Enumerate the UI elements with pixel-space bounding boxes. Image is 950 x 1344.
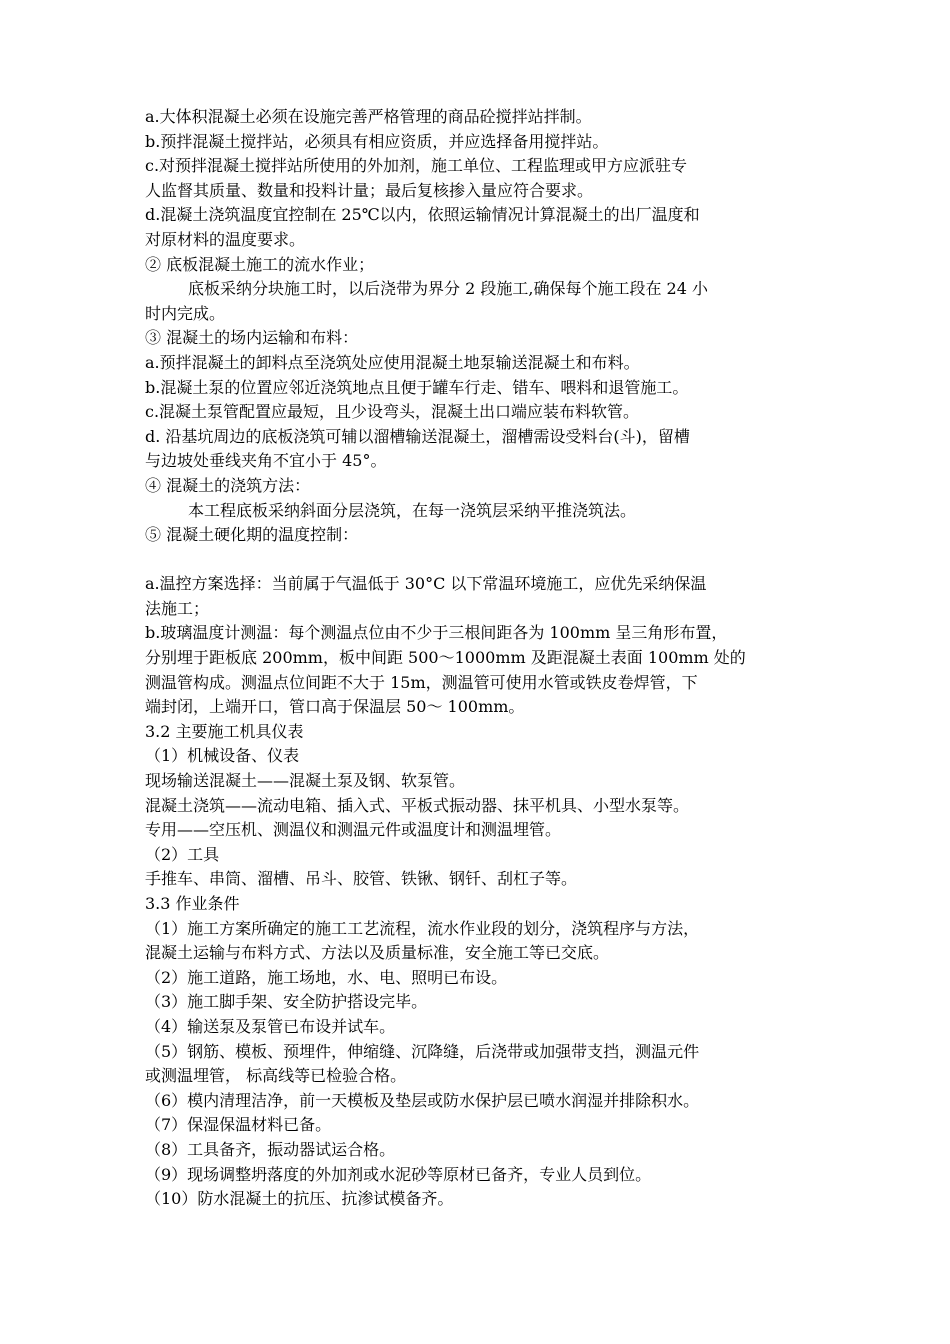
text-line: （6）模内清理洁净，前一天模板及垫层或防水保护层已喷水润湿并排除积水。 (145, 1090, 700, 1110)
text-line: 对原材料的温度要求。 (145, 229, 306, 249)
text-line: ④ 混凝土的浇筑方法： (145, 475, 311, 495)
text-line: 法施工； (145, 598, 210, 618)
text-line: （2）施工道路，施工场地，水、电、照明已布设。 (145, 967, 508, 987)
text-line: （4）输送泵及泵管已布设并试车。 (145, 1016, 396, 1036)
text-line: b.玻璃温度计测温：每个测温点位由不少于三根间距各为 100mm 呈三角形布置， (145, 623, 728, 643)
text-line: （2）工具 (145, 844, 220, 864)
text-line: （3）施工脚手架、安全防护搭设完毕。 (145, 992, 428, 1012)
text-line: 专用——空压机、测温仪和测温元件或温度计和测温埋管。 (145, 820, 562, 840)
blank-line (145, 548, 815, 573)
text-line: （1）施工方案所确定的施工工艺流程，流水作业段的划分，浇筑程序与方法， (145, 918, 700, 938)
text-line: （7）保湿保温材料已备。 (145, 1115, 332, 1135)
text-line: a.温控方案选择：当前属于气温低于 30°C 以下常温环境施工，应优先采纳保温 (145, 574, 707, 594)
text-line: b.混凝土泵的位置应邻近浇筑地点且便于罐车行走、错车、喂料和退管施工。 (145, 377, 689, 397)
text-line: （10）防水混凝土的抗压、抗渗试模备齐。 (145, 1189, 454, 1209)
text-line: ⑤ 混凝土硬化期的温度控制： (145, 525, 359, 545)
text-line: 测温管构成。测温点位间距不大于 15m，测温管可使用水管或铁皮卷焊管，下 (145, 672, 698, 692)
text-line: ② 底板混凝土施工的流水作业； (145, 254, 375, 274)
text-line: 手推车、串筒、溜槽、吊斗、胶管、铁锹、钢钎、刮杠子等。 (145, 869, 578, 889)
text-line: 混凝土运输与布料方式、方法以及质量标准，安全施工等已交底。 (145, 943, 610, 963)
text-line: 现场输送混凝土——混凝土泵及钢、软泵管。 (145, 771, 466, 791)
text-line: 或测温埋管， 标高线等已检验合格。 (145, 1066, 407, 1086)
section-heading: 3.2 主要施工机具仪表 (145, 721, 304, 741)
text-line: 端封闭，上端开口，管口高于保温层 50～ 100mm。 (145, 697, 525, 717)
document-body (145, 105, 815, 1212)
text-line: c.混凝土泵管配置应最短，且少设弯头，混凝土出口端应装布料软管。 (145, 402, 640, 422)
text-line: ③ 混凝土的场内运输和布料： (145, 328, 359, 348)
text-line: d.混凝土浇筑温度宜控制在 25℃以内，依照运输情况计算混凝土的出厂温度和 (145, 205, 700, 225)
text-line: a.大体积混凝土必须在设施完善严格管理的商品砼搅拌站拌制。 (145, 107, 592, 126)
text-line: （5）钢筋、模板、预埋件，伸缩缝、沉降缝，后浇带或加强带支挡，测温元件 (145, 1041, 700, 1061)
text-line: 本工程底板采纳斜面分层浇筑，在每一浇筑层采纳平推浇筑法。 (188, 500, 637, 520)
section-heading: 3.3 作业条件 (145, 894, 240, 913)
text-line: 分别埋于距板底 200mm，板中间距 500～1000mm 及距混凝土表面 100mm 处的 (145, 648, 746, 668)
text-line: 混凝土浇筑——流动电箱、插入式、平板式振动器、抹平机具、小型水泵等。 (145, 795, 690, 815)
text-line: a.预拌混凝土的卸料点至浇筑处应使用混凝土地泵输送混凝土和布料。 (145, 352, 640, 372)
text-line: b.预拌混凝土搅拌站，必须具有相应资质，并应选择备用搅拌站。 (145, 131, 609, 151)
text-line: c.对预拌混凝土搅拌站所使用的外加剂，施工单位、工程监理或甲方应派驻专 (145, 156, 688, 176)
text-line: （1）机械设备、仪表 (145, 746, 300, 766)
text-line: d. 沿基坑周边的底板浇筑可辅以溜槽输送混凝土，溜槽需设受料台(斗)，留槽 (145, 426, 690, 446)
text-line: 人监督其质量、数量和投料计量；最后复核掺入量应符合要求。 (145, 180, 594, 200)
text-line: 时内完成。 (145, 303, 226, 323)
text-line: 与边坡处垂线夹角不宜小于 45°。 (145, 451, 387, 471)
text-line: （9）现场调整坍落度的外加剂或水泥砂等原材已备齐，专业人员到位。 (145, 1164, 652, 1184)
text-line: （8）工具备齐，振动器试运合格。 (145, 1139, 396, 1159)
text-line: 底板采纳分块施工时，以后浇带为界分 2 段施工,确保每个施工段在 24 小 (188, 279, 708, 299)
